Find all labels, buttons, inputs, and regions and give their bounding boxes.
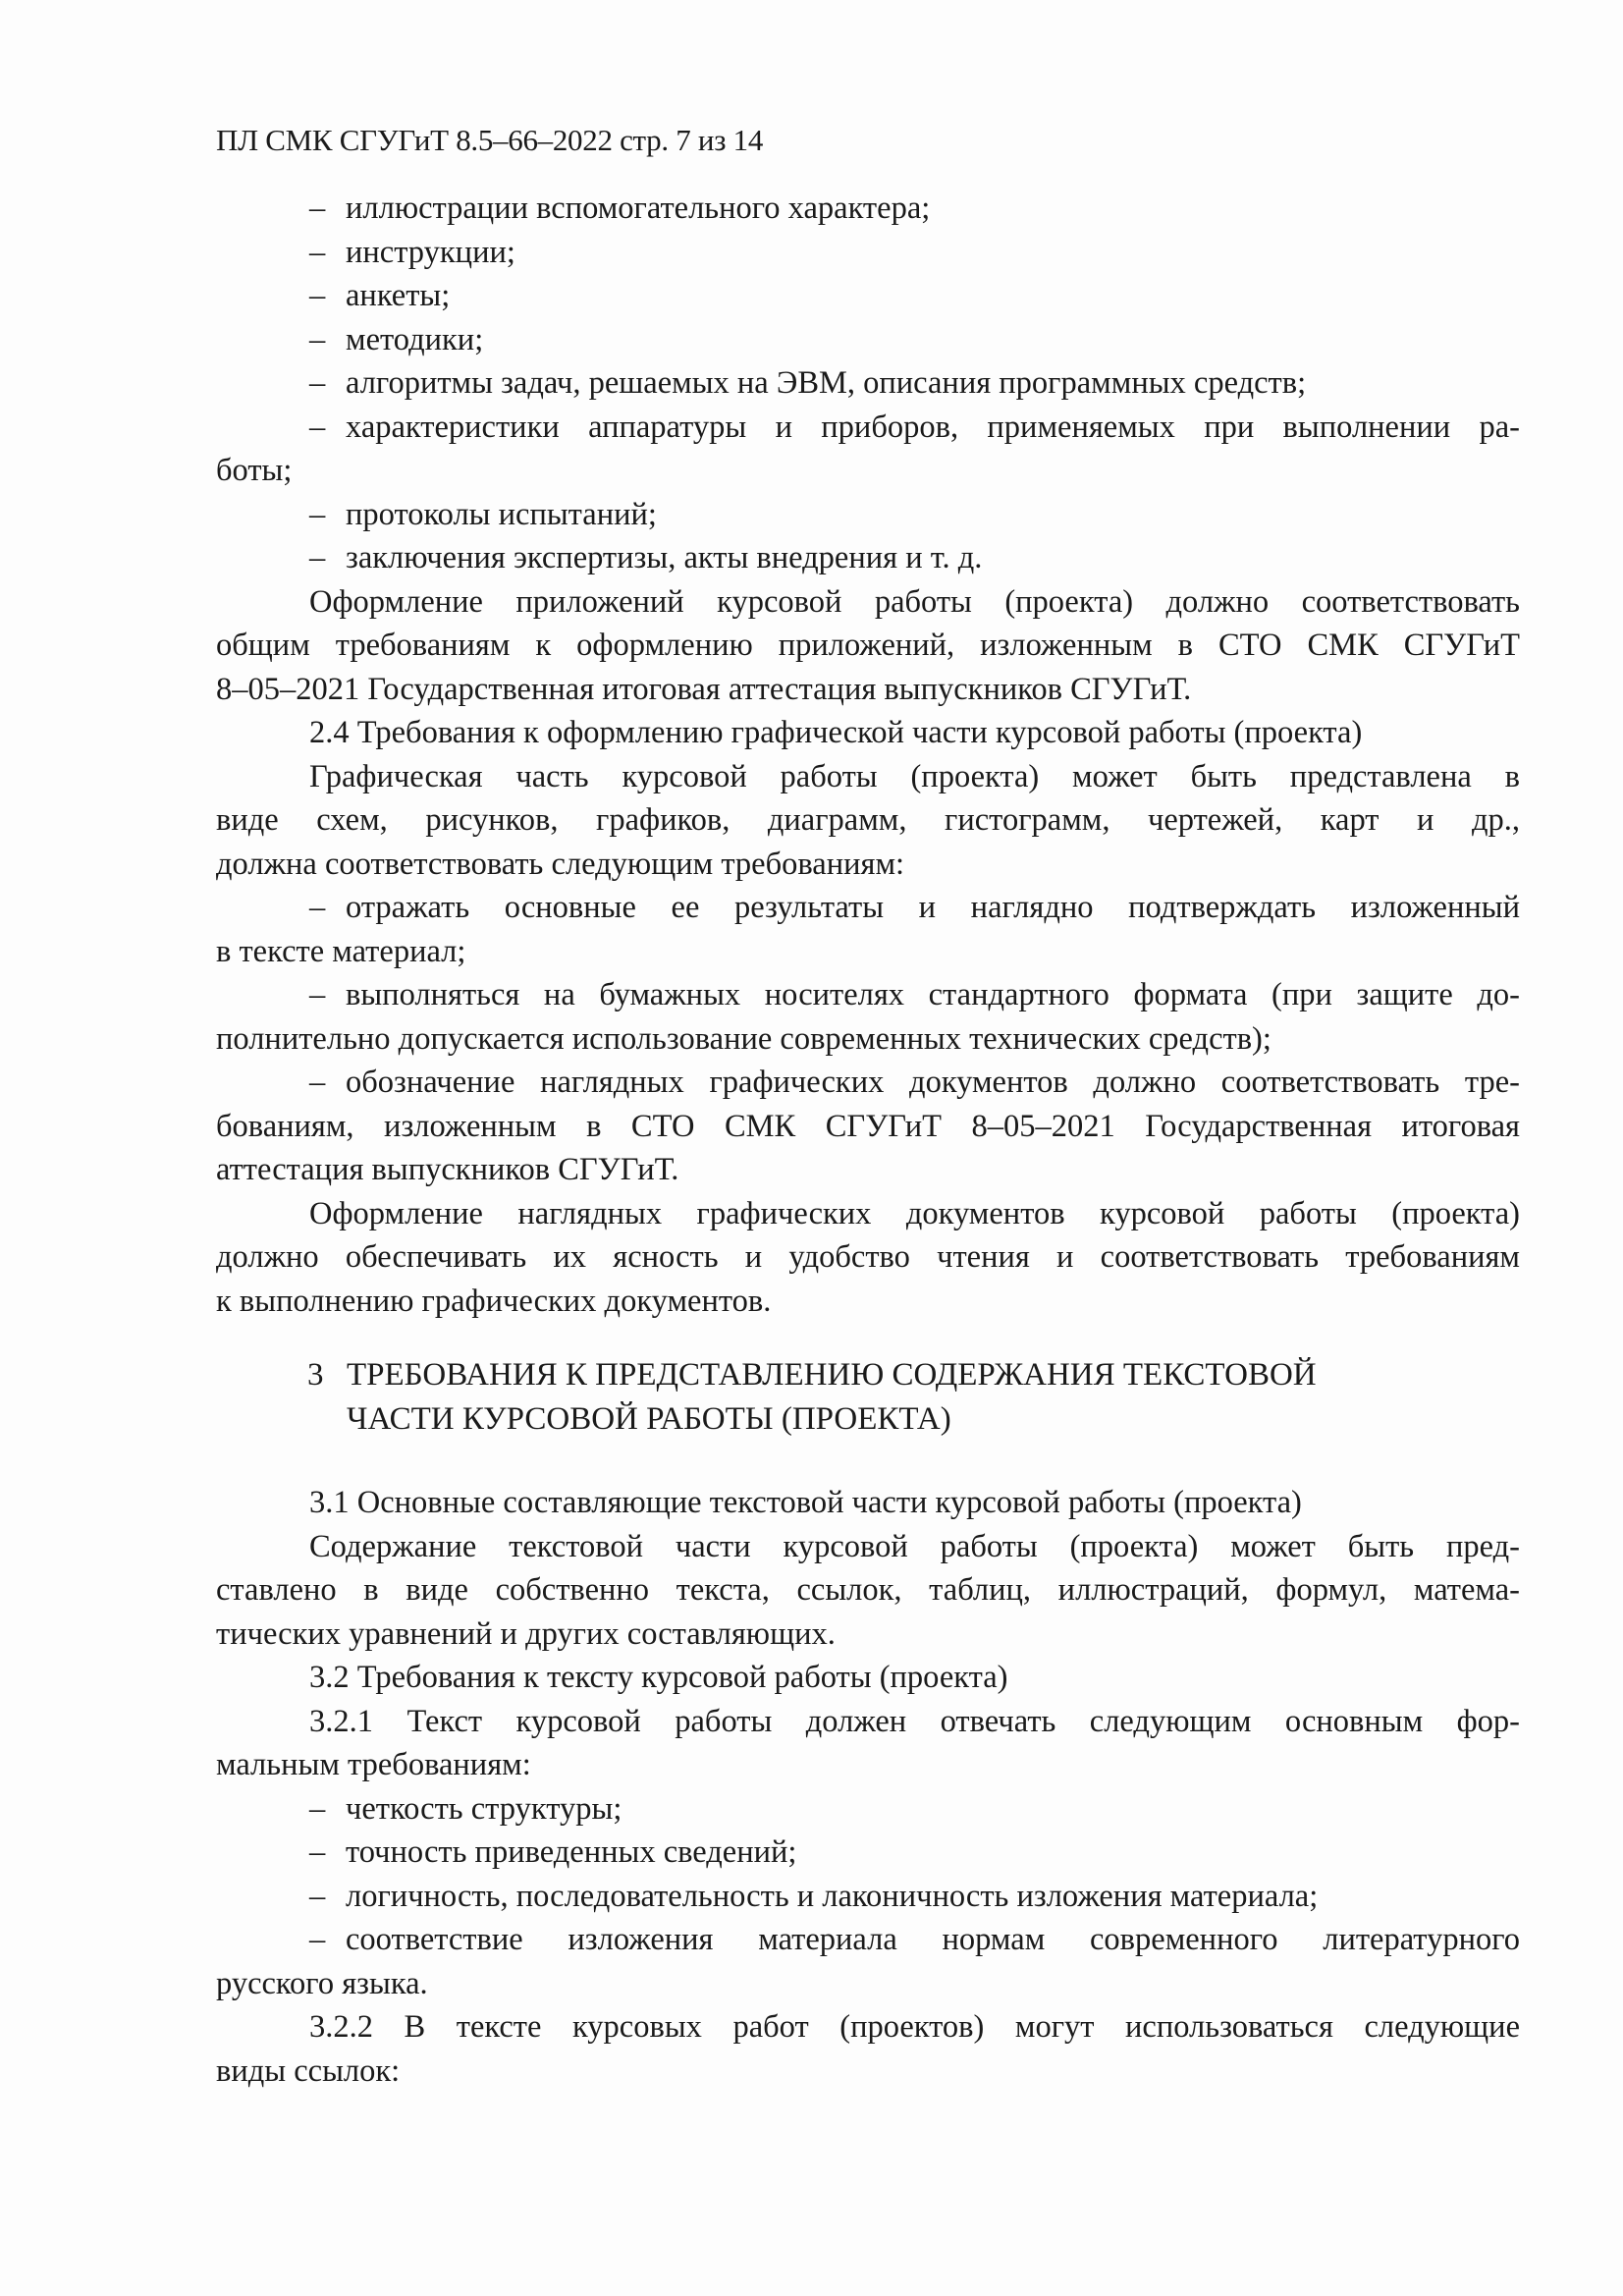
list-item: – выполняться на бумажных носителях стандартного формата (при защите до-: [216, 973, 1520, 1017]
paragraph-line: общим требованиям к оформлению приложений, изложенным в СТО СМК СГУГиТ: [216, 628, 1520, 663]
paragraph-line: виде схем, рисунков, графиков, диаграмм, гистограмм, чертежей, карт и др.,: [216, 802, 1520, 838]
paragraph-line: ставлено в виде собственно текста, ссылок, таблиц, иллюстраций, формул, матема-: [216, 1572, 1520, 1608]
paragraph-line: 3.2.1 Текст курсовой работы должен отвечать следующим основным фор-: [309, 1703, 1520, 1739]
list-item: – заключения экспертизы, акты внедрения и т. д.: [216, 536, 1520, 580]
list-item-continuation: полнительно допускается использование современных технических средств);: [216, 1020, 1271, 1057]
paragraph-line: Графическая часть курсовой работы (проекта) может быть представлена в: [309, 758, 1520, 794]
subsection-title-3-2: 3.2 Требования к тексту курсовой работы (проекта): [309, 1660, 1008, 1695]
dash-bullet-icon: –: [309, 191, 326, 226]
dash-bullet-icon: –: [309, 540, 326, 575]
dash-bullet-icon: –: [309, 321, 326, 357]
heading-line-2: ЧАСТИ КУРСОВОЙ РАБОТЫ (ПРОЕКТА): [347, 1400, 951, 1437]
list-item: – алгоритмы задач, решаемых на ЭВМ, описания программных средств;: [216, 361, 1520, 406]
dash-bullet-icon: –: [309, 1878, 326, 1914]
page-header: ПЛ СМК СГУГиТ 8.5–66–2022 стр. 7 из 14: [216, 123, 764, 157]
section-3-body: [216, 1481, 1520, 2093]
list-item-continuation: в тексте материал;: [216, 933, 466, 969]
paragraph-line: Оформление наглядных графических документов курсовой работы (проекта): [309, 1195, 1520, 1231]
dash-bullet-icon: –: [309, 365, 326, 401]
list-item-continuation: аттестация выпускников СГУГиТ.: [216, 1152, 679, 1187]
paragraph-line: к выполнению графических документов.: [216, 1283, 772, 1319]
dash-bullet-icon: –: [309, 1922, 326, 1957]
list-item: – анкеты;: [216, 274, 1520, 318]
list-item: – соответствие изложения материала нормам современного литературного: [216, 1918, 1520, 1962]
paragraph-line: должна соответствовать следующим требованиям:: [216, 846, 905, 882]
paragraph-line: Содержание текстовой части курсовой работы (проекта) может быть пред-: [309, 1528, 1520, 1564]
paragraph-line: тических уравнений и других составляющих.: [216, 1615, 836, 1652]
list-item: – методики;: [216, 318, 1520, 362]
list-item: – обозначение наглядных графических документов должно соответствовать тре-: [216, 1061, 1520, 1105]
paragraph-line: 3.2.2 В тексте курсовых работ (проектов) могут использоваться следующие: [309, 2009, 1520, 2045]
list-item: – протоколы испытаний;: [216, 493, 1520, 537]
paragraph-line: должно обеспечивать их ясность и удобство чтения и соответствовать требованиям: [216, 1239, 1520, 1275]
subsection-title-2-4: 2.4 Требования к оформлению графической части курсовой работы (проекта): [309, 715, 1363, 750]
dash-bullet-icon: –: [309, 496, 326, 532]
heading-number: 3: [307, 1357, 324, 1393]
list-item: – отражать основные ее результаты и наглядно подтверждать изложенный: [216, 886, 1520, 930]
subsection-title-3-1: 3.1 Основные составляющие текстовой части курсовой работы (проекта): [309, 1485, 1302, 1520]
list-item: – инструкции;: [216, 231, 1520, 275]
dash-bullet-icon: –: [309, 1790, 326, 1827]
dash-bullet-icon: –: [309, 1834, 326, 1870]
list-item: – характеристики аппаратуры и приборов, применяемых при выполнении ра-: [216, 406, 1520, 450]
dash-bullet-icon: –: [309, 1065, 326, 1100]
dash-bullet-icon: –: [309, 409, 326, 445]
section-2-body: [216, 187, 1520, 1323]
list-item: – четкость структуры;: [216, 1787, 1520, 1831]
list-item: – иллюстрации вспомогательного характера;: [216, 187, 1520, 231]
paragraph-line: мальным требованиям:: [216, 1747, 531, 1782]
heading-line-1: ТРЕБОВАНИЯ К ПРЕДСТАВЛЕНИЮ СОДЕРЖАНИЯ ТЕКСТОВОЙ: [347, 1357, 1317, 1393]
list-item-continuation: боты;: [216, 453, 293, 488]
dash-bullet-icon: –: [309, 890, 326, 925]
dash-bullet-icon: –: [309, 977, 326, 1012]
paragraph-line: Оформление приложений курсовой работы (проекта) должно соответствовать: [309, 583, 1520, 620]
dash-bullet-icon: –: [309, 278, 326, 313]
paragraph-line: 8–05–2021 Государственная итоговая аттестация выпускников СГУГиТ.: [216, 671, 1192, 707]
dash-bullet-icon: –: [309, 234, 326, 270]
list-item-continuation: русского языка.: [216, 1965, 428, 2001]
section-3-heading: [216, 1353, 1520, 1441]
list-item: – точность приведенных сведений;: [216, 1831, 1520, 1875]
paragraph-line: виды ссылок:: [216, 2052, 401, 2089]
list-item-continuation: бованиям, изложенным в СТО СМК СГУГиТ 8–05–2021 Государственная итоговая: [216, 1108, 1520, 1144]
list-item: – логичность, последовательность и лаконичность изложения материала;: [216, 1875, 1520, 1919]
